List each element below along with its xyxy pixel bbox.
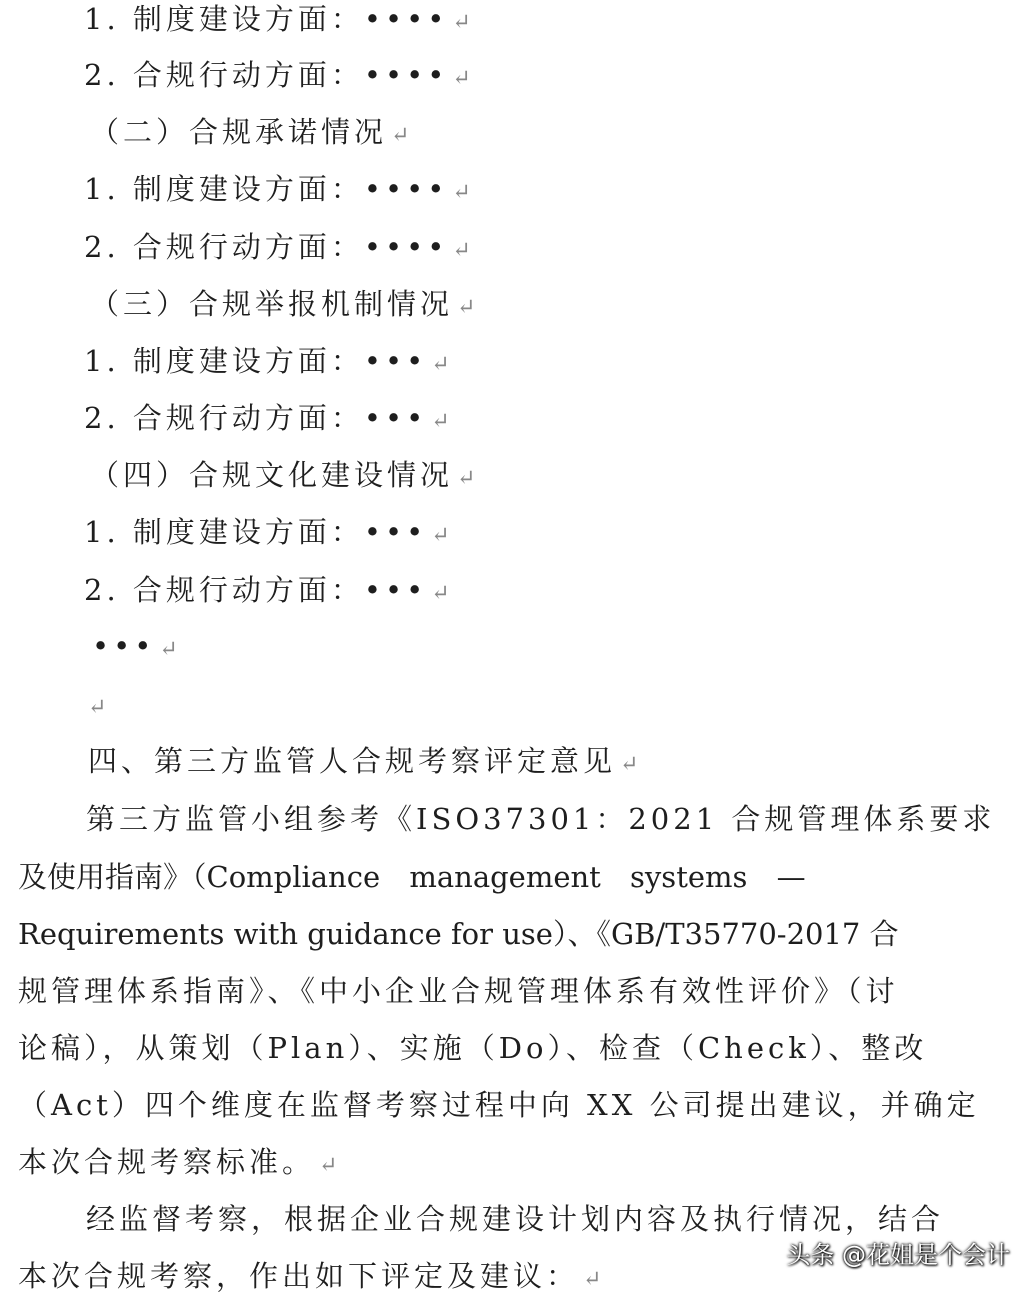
ellipsis-line: ••• ↵ bbox=[92, 629, 178, 663]
paragraph-line: （Act）四个维度在监督考察过程中向 XX 公司提出建议，并确定 bbox=[18, 1088, 980, 1122]
section-heading: （二）合规承诺情况 ↵ bbox=[90, 115, 410, 149]
list-item: 2. 合规行动方面：••• ↵ bbox=[84, 573, 450, 607]
section-heading: （四）合规文化建设情况 ↵ bbox=[90, 458, 476, 492]
paragraph-line: 论稿），从策划（Plan）、实施（Do）、检查（Check）、整改 bbox=[18, 1031, 928, 1065]
list-item: 2. 合规行动方面：•••• ↵ bbox=[84, 230, 471, 264]
list-item: 1. 制度建设方面：••• ↵ bbox=[84, 344, 450, 378]
list-item: 1. 制度建设方面：•••• ↵ bbox=[84, 2, 471, 36]
list-item: 2. 合规行动方面：••• ↵ bbox=[84, 401, 450, 435]
list-item: 2. 合规行动方面：•••• ↵ bbox=[84, 58, 471, 92]
paragraph-line: 及使用指南》（Compliance management systems — bbox=[18, 860, 806, 894]
paragraph-line: 经监督考察，根据企业合规建设计划内容及执行情况，结合 bbox=[86, 1202, 945, 1236]
watermark: 头条 @花姐是个会计 bbox=[786, 1241, 1010, 1269]
paragraph-line: 本次合规考察标准。 ↵ bbox=[18, 1145, 338, 1179]
section-title: 四、第三方监管人合规考察评定意见 ↵ bbox=[88, 744, 639, 778]
paragraph-line: 本次合规考察，作出如下评定及建议： ↵ bbox=[18, 1259, 602, 1293]
paragraph-line: 第三方监管小组参考《ISO37301：2021 合规管理体系要求 bbox=[86, 802, 996, 836]
list-item: 1. 制度建设方面：••• ↵ bbox=[84, 515, 450, 549]
paragraph-line: 规管理体系指南》、《中小企业合规管理体系有效性评价》（讨 bbox=[18, 974, 899, 1008]
paragraph-line: Requirements with guidance for use）、《GB/T35770-2017 合 bbox=[18, 917, 899, 951]
list-item: 1. 制度建设方面：•••• ↵ bbox=[84, 172, 471, 206]
empty-paragraph: ↵ bbox=[88, 695, 107, 720]
section-heading: （三）合规举报机制情况 ↵ bbox=[90, 287, 476, 321]
